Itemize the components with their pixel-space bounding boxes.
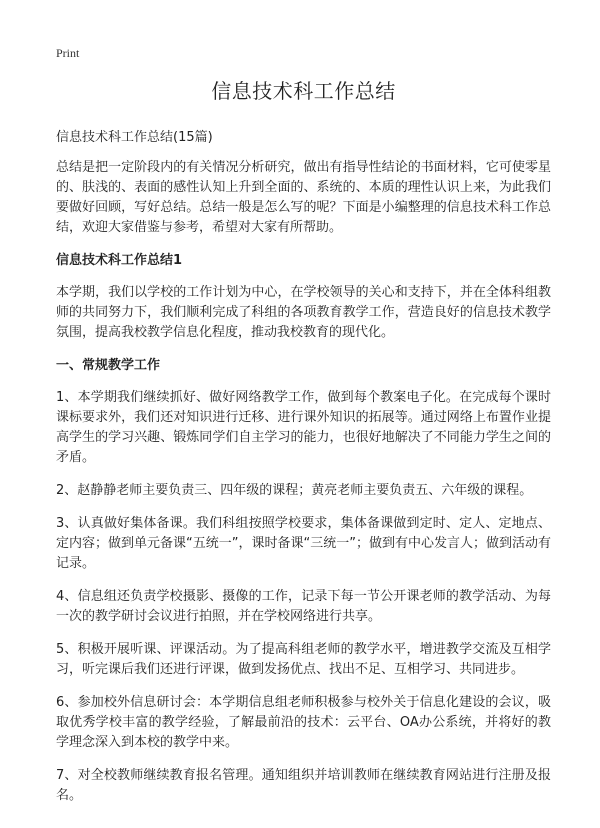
part-heading: 一、常规教学工作	[56, 358, 161, 373]
print-link[interactable]: Print	[56, 46, 80, 60]
list-item: 3、认真做好集体备课。我们科组按照学校要求，集体备课做到定时、定人、定地点、定内容；做到单元备课“五统一”，课时备课“三统一”；做到有中心发言人；做到活动有记录。	[56, 516, 551, 571]
document-subtitle: 信息技术科工作总结(15篇)	[56, 130, 213, 145]
list-item: 2、赵静静老师主要负责三、四年级的课程；黄亮老师主要负责五、六年级的课程。	[56, 483, 533, 498]
list-item: 5、积极开展听课、评课活动。为了提高科组老师的教学水平，增进教学交流及互相学习，听完课后我们还进行评课，做到发扬优点、找出不足、互相学习、共同进步。	[56, 642, 551, 677]
intro-paragraph: 总结是把一定阶段内的有关情况分析研究，做出有指导性结论的书面材料，它可使零星的、肤浅的、表面的感性认知上升到全面的、系统的、本质的理性认识上来，为此我们要做好回顾，写好总结。总结一般是怎么写的呢？下面是小编整理的信息技术科工作总结，欢迎大家借鉴与参考，希望对大家有所帮助。	[56, 160, 551, 235]
list-item: 7、对全校教师继续教育报名管理。通知组织并培训教师在继续教育网站进行注册及报名。	[56, 768, 551, 803]
section-title: 信息技术科工作总结1	[56, 253, 183, 268]
page-title: 信息技术科工作总结	[211, 79, 396, 103]
document-body	[56, 78, 551, 819]
section-intro-paragraph: 本学期，我们以学校的工作计划为中心，在学校领导的关心和支持下，并在全体科组教师的共同努力下，我们顺利完成了科组的各项教育教学工作，营造良好的信息技术教学氛围，提高我校教学信息化程度，推动我校教育的现代化。	[56, 285, 551, 340]
list-item: 4、信息组还负责学校摄影、摄像的工作，记录下每一节公开课老师的教学活动、为每一次的教学研讨会议进行拍照，并在学校网络进行共享。	[56, 589, 551, 624]
list-item: 6、参加校外信息研讨会：本学期信息组老师积极参与校外关于信息化建设的会议，吸取优秀学校丰富的教学经验，了解最前沿的技术：云平台、OA办公系统，并将好的教学理念深入到本校的教学中来。	[56, 695, 551, 750]
list-item: 1、本学期我们继续抓好、做好网络教学工作，做到每个教案电子化。在完成每个课时课标要求外，我们还对知识进行迁移、进行课外知识的拓展等。通过网络上布置作业提高学生的学习兴趣、锻炼同学们自主学习的能力，也很好地解决了不同能力学生之间的矛盾。	[56, 390, 551, 465]
